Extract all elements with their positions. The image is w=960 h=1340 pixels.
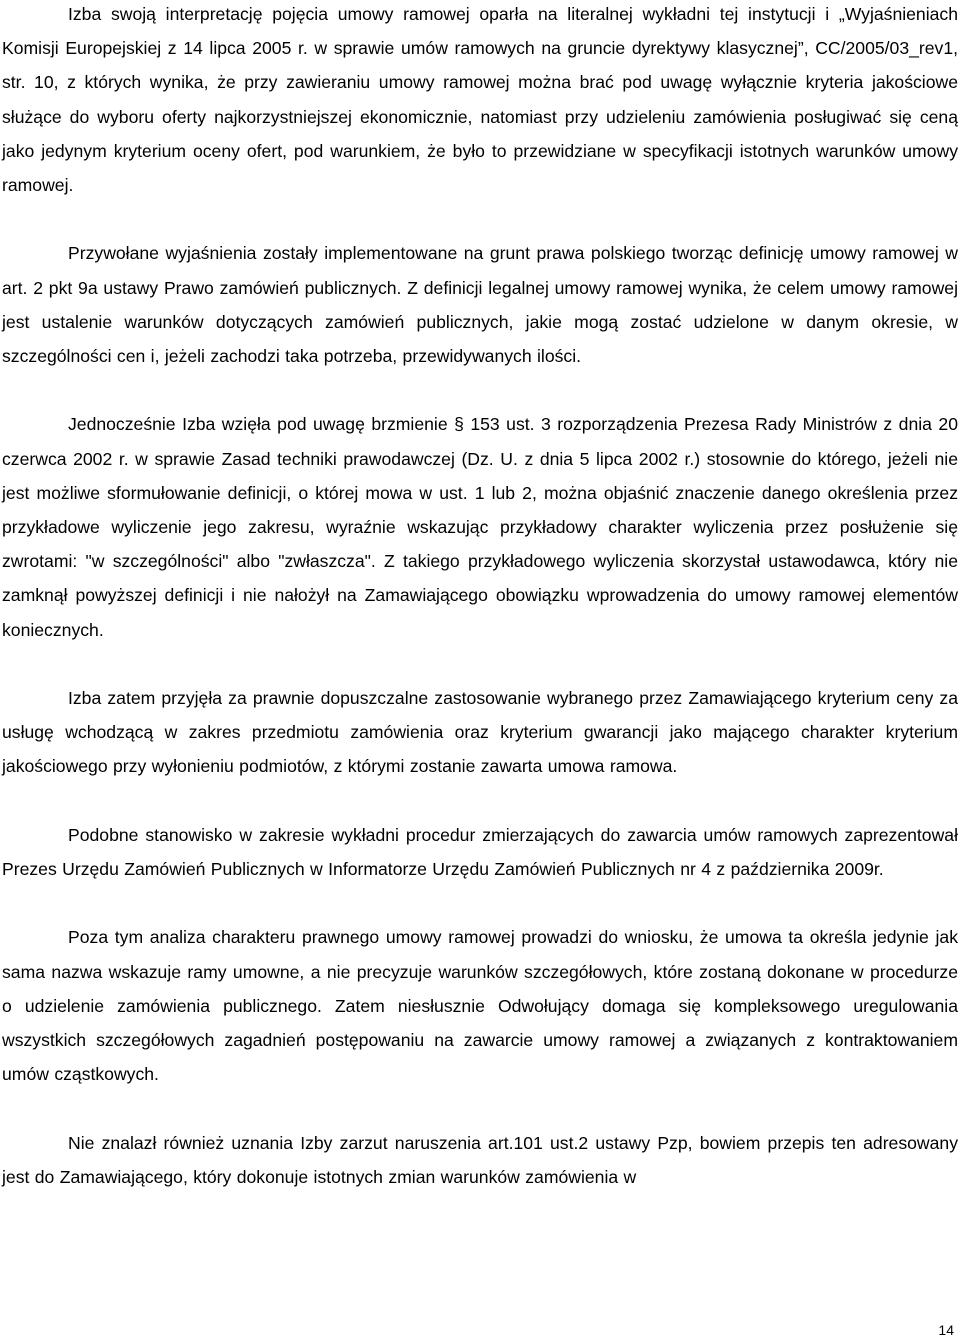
paragraph-price-criterion: Izba zatem przyjęła za prawnie dopuszczalne zastosowanie wybranego przez Zamawiającego kryterium ceny za usługę wchodzącą w zakres przedmiotu zamówienia oraz kryterium gwarancji jako mającego charakter kryterium jakościowego przy wyłonieniu podmiotów, z którymi zostanie zawarta umowa ramowa. bbox=[2, 688, 958, 777]
paragraph-definition-implementation: Przywołane wyjaśnienia zostały implementowane na grunt prawa polskiego tworząc definicję umowy ramowej w art. 2 pkt 9a ustawy Prawo zamówień publicznych. Z definicji legalnej umowy ramowej wynika, że celem umowy ramowej jest ustalenie warunków dotyczących zamówień publicznych, jakie mogą zostać udzielone w danym okresie, w szczególności cen i, jeżeli zachodzi taka potrzeba, przewidywanych ilości. bbox=[2, 243, 958, 367]
paragraph-legal-character-analysis: Poza tym analiza charakteru prawnego umowy ramowej prowadzi do wniosku, że umowa ta określa jedynie jak sama nazwa wskazuje ramy umowne, a nie precyzuje warunków szczegółowych, które zostaną dokonane w procedurze o udzielenie zamówienia publicznego. Zatem niesłusznie Odwołujący domaga się kompleksowego uregulowania wszystkich szczegółowych zagadnień postępowaniu na zawarcie umowy ramowej a związanych z kontraktowaniem umów cząstkowych. bbox=[2, 927, 958, 1085]
paragraph-interpretation-framework-agreement: Izba swoją interpretację pojęcia umowy ramowej oparła na literalnej wykładni tej instytucji i „Wyjaśnieniach Komisji Europejskiej z 14 lipca 2005 r. w sprawie umów ramowych na gruncie dyrektywy klasycznej”, CC/2005/03_rev1, str. 10, z których wynika, że przy zawieraniu umowy ramowej można brać pod uwagę wyłącznie kryteria jakościowe służące do wyboru oferty najkorzystniejszej ekonomicznie, natomiast przy udzieleniu zamówienia posługiwać się ceną jako jedynym kryterium oceny ofert, pod warunkiem, że było to przewidziane w specyfikacji istotnych warunków umowy ramowej. bbox=[2, 4, 958, 196]
paragraph-uzp-position: Podobne stanowisko w zakresie wykładni procedur zmierzających do zawarcia umów ramowych zaprezentował Prezes Urzędu Zamówień Publicznych w Informatorze Urzędu Zamówień Publicznych nr 4 z października 2009r. bbox=[2, 824, 958, 880]
paragraph-legislative-technique: Jednocześnie Izba wzięła pod uwagę brzmienie § 153 ust. 3 rozporządzenia Prezesa Rady Ministrów z dnia 20 czerwca 2002 r. w sprawie Zasad techniki prawodawczej (Dz. U. z dnia 5 lipca 2002 r.) stosownie do którego, jeżeli nie jest możliwe sformułowanie definicji, o której mowa w ust. 1 lub 2, można objaśnić znaczenie danego określenia przez przykładowe wyliczenie jego zakresu, wyraźnie wskazując przykładowy charakter wyliczenia przez posłużenie się zwrotami: "w szczególności" albo "zwłaszcza". Z takiego przykładowego wyliczenia skorzystał ustawodawca, który nie zamknął powyższej definicji i nie nałożył na Zamawiającego obowiązku wprowadzenia do umowy ramowej elementów koniecznych. bbox=[2, 414, 958, 640]
document-page bbox=[2, 0, 958, 1194]
paragraph-article-101: Nie znalazł również uznania Izby zarzut naruszenia art.101 ust.2 ustawy Pzp, bowiem przepis ten adresowany jest do Zamawiającego, który dokonuje istotnych zmian warunków zamówienia w bbox=[2, 1132, 958, 1187]
page-number: 14 bbox=[938, 1322, 954, 1338]
